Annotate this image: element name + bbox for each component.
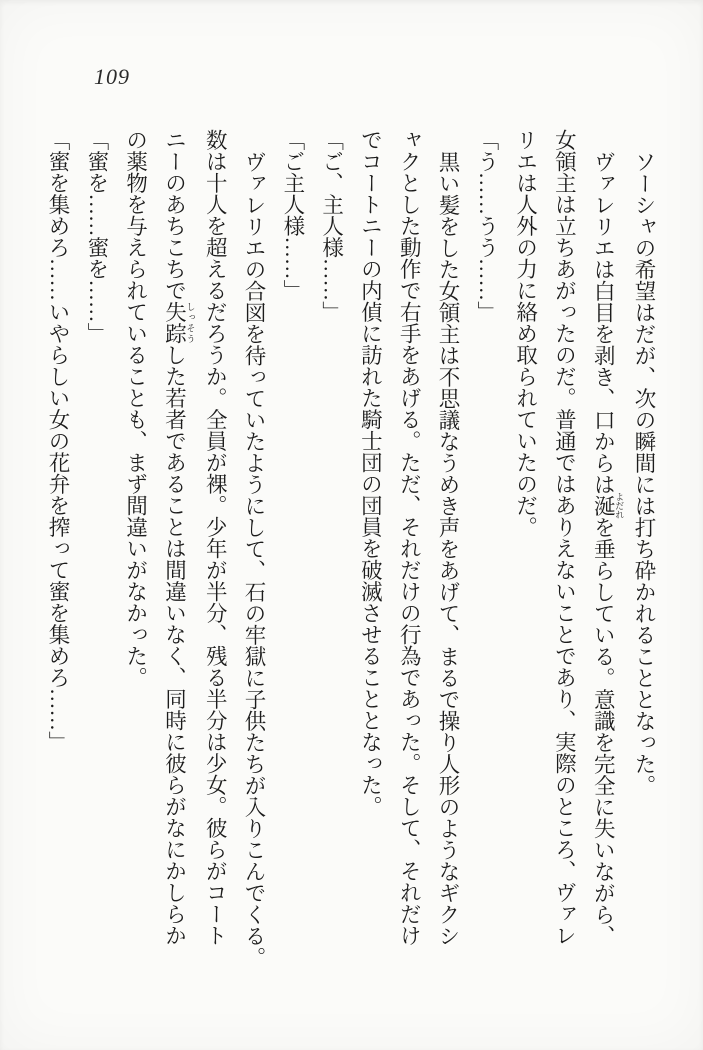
text-line: 「蜜を集めろ……いやらしい女の花弁を搾って蜜を集めろ……」 [46,129,71,753]
text-line: 「う……うう……」 [474,129,499,323]
text-line: 数は十人を超えるだろうか。全員が裸。少年が半分、残る半分は少女。彼らがコート [203,129,228,946]
ruby-annotated-word: 涎 よだれ [591,491,625,519]
text-line: ニーのあちこちで失踪 しっそうした若者であることは間違いなく、同時に彼らがなにかしらか [162,129,196,946]
text-line: の薬物を与えられていることも、まず間違いがなかった。 [123,129,148,688]
text-line: 「ご、主人様……」 [319,129,344,323]
text-line: リエは人外の力に絡め取られていたのだ。 [513,129,538,538]
text-line: ソーシャの希望はだが、次の瞬間には打ち砕かれることとなった。 [632,150,656,796]
text-line: ヴァレリエは白目を剥き、口からは涎 よだれを垂らしている。意識を完全に失いながら、 [591,150,625,946]
text-line: ャクとした動作で右手をあげる。ただ、それだけの行為であった。そして、それだけ [397,129,422,946]
text-line: 女領主は立ちあがったのだ。普通ではありえないことであり、実際のところ、ヴァレ [552,129,577,946]
body-text [41,129,663,968]
ruby-annotated-word: 失踪 しっそう [162,301,196,344]
page-number: 109 [94,64,130,89]
text-line: でコートニーの内偵に訪れた騎士団の団員を破滅させることとなった。 [358,129,383,817]
text-line: ヴァレリエの合図を待っていたようにして、石の牢獄に子供たちが入りこんでくる。 [242,150,267,968]
text-line: 「蜜を……蜜を……」 [84,129,109,344]
text-line: 黒い髪をした女領主は不思議なうめき声をあげて、まるで操り人形のようなギクシ [436,150,461,946]
text-line: 「ご主人様……」 [280,129,305,301]
